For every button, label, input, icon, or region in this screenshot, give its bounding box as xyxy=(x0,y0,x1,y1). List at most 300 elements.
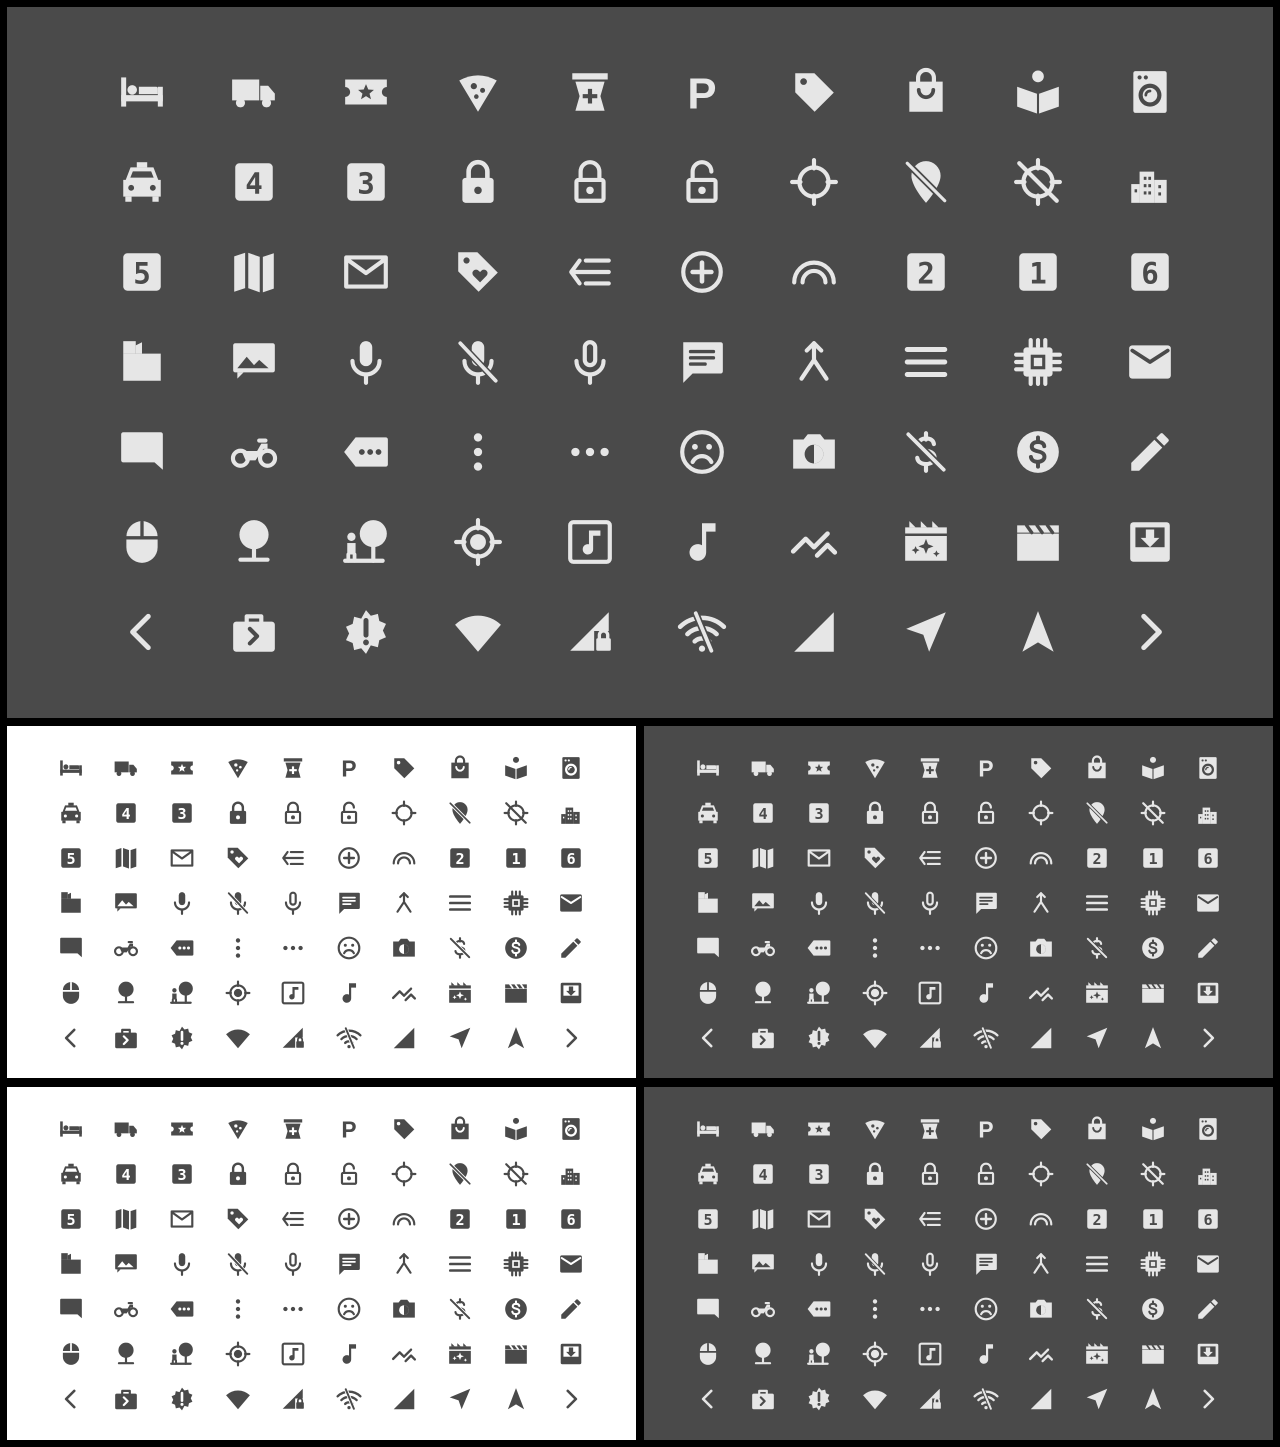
icon-cell xyxy=(154,1196,210,1241)
mic-off-icon xyxy=(862,1251,888,1277)
merge-icon xyxy=(391,890,417,916)
format-indent-icon xyxy=(917,1206,943,1232)
icon-cell xyxy=(488,1151,544,1196)
icon-cell xyxy=(791,1376,847,1421)
icon-cell xyxy=(791,1196,847,1241)
bed-icon xyxy=(117,67,167,117)
shopping-bag-icon xyxy=(1084,1116,1110,1142)
tag-icon xyxy=(789,67,839,117)
icon-cell xyxy=(43,745,99,790)
truck-icon xyxy=(113,755,139,781)
money-off-icon xyxy=(447,1296,473,1322)
reading-icon xyxy=(503,1116,529,1142)
icon-cell xyxy=(543,1106,599,1151)
icon-cell xyxy=(543,1376,599,1421)
add-circle-icon xyxy=(336,1206,362,1232)
format-indent-icon xyxy=(917,845,943,871)
icon-cell xyxy=(1069,880,1125,925)
icon-cell xyxy=(210,970,266,1015)
icon-cell xyxy=(422,407,534,497)
icon-cell xyxy=(99,1331,155,1376)
icon-cell xyxy=(791,1331,847,1376)
lock-open-icon xyxy=(917,1161,943,1187)
number-6-icon xyxy=(1125,247,1175,297)
icon-cell xyxy=(210,1286,266,1331)
bed-icon xyxy=(695,755,721,781)
pizza-icon xyxy=(862,755,888,781)
chevron-left-icon xyxy=(695,1386,721,1412)
icon-cell xyxy=(680,1241,736,1286)
icon-cell xyxy=(321,1376,377,1421)
icon-cell xyxy=(265,880,321,925)
icon-cell xyxy=(680,1286,736,1331)
icon-cell xyxy=(310,227,422,317)
icon-cell xyxy=(321,1015,377,1060)
icon-cell xyxy=(1125,1286,1181,1331)
icon-cell xyxy=(902,970,958,1015)
number-3-glyph: 3 xyxy=(357,166,375,201)
icon-cell xyxy=(1094,137,1206,227)
icon-cell xyxy=(758,227,870,317)
icon-cell xyxy=(902,1376,958,1421)
chevron-right-icon xyxy=(558,1025,584,1051)
icon-cell xyxy=(265,835,321,880)
music-note-icon xyxy=(973,1341,999,1367)
arc-icon xyxy=(789,247,839,297)
icon-cell xyxy=(43,925,99,970)
truck-icon xyxy=(750,1116,776,1142)
ticket-star-icon xyxy=(806,755,832,781)
wifi-icon xyxy=(225,1025,251,1051)
icon-cell xyxy=(534,137,646,227)
icon-cell xyxy=(154,880,210,925)
mail-outline-icon xyxy=(806,845,832,871)
mouse-icon xyxy=(695,1341,721,1367)
music-box-icon xyxy=(565,517,615,567)
mic-icon xyxy=(341,337,391,387)
icon-cell xyxy=(198,317,310,407)
icon-cell xyxy=(422,587,534,677)
inbox-download-icon xyxy=(1195,1341,1221,1367)
inbox-download-icon xyxy=(558,980,584,1006)
icon-cell xyxy=(758,497,870,587)
icon-cell xyxy=(1014,745,1070,790)
icon-cell xyxy=(1094,317,1206,407)
icon-cell xyxy=(43,1241,99,1286)
number-6-icon xyxy=(558,1206,584,1232)
flag-box-icon xyxy=(117,337,167,387)
merge-icon xyxy=(1028,1251,1054,1277)
icon-cell xyxy=(86,317,198,407)
icon-cell xyxy=(870,47,982,137)
pharmacy-icon xyxy=(917,1116,943,1142)
lock-icon xyxy=(225,800,251,826)
city-icon xyxy=(1125,157,1175,207)
chat-bubble-icon xyxy=(58,935,84,961)
chevron-right-icon xyxy=(558,1386,584,1412)
icon-cell xyxy=(1125,1106,1181,1151)
icon-cell xyxy=(99,1151,155,1196)
icon-cell xyxy=(736,790,792,835)
wifi-icon xyxy=(453,607,503,657)
my-location-icon xyxy=(225,980,251,1006)
taxi-icon xyxy=(58,800,84,826)
icon-cell xyxy=(321,1151,377,1196)
pizza-icon xyxy=(225,1116,251,1142)
mail-icon xyxy=(1125,337,1175,387)
more-vert-icon xyxy=(225,935,251,961)
number-6-icon xyxy=(1195,845,1221,871)
icon-cell xyxy=(758,407,870,497)
message-icon xyxy=(336,1251,362,1277)
icon-cell xyxy=(958,880,1014,925)
icon-cell xyxy=(321,925,377,970)
city-icon xyxy=(1195,1161,1221,1187)
gps-off-icon xyxy=(1140,1161,1166,1187)
icon-cell xyxy=(377,1331,433,1376)
icon-cell xyxy=(736,925,792,970)
icon-cell xyxy=(758,137,870,227)
icon-grid xyxy=(680,745,1236,1060)
parking-glyph: P xyxy=(687,69,717,119)
number-5-glyph: 5 xyxy=(703,849,713,868)
message-icon xyxy=(336,890,362,916)
number-2-glyph: 2 xyxy=(1092,849,1102,868)
icon-cell xyxy=(958,745,1014,790)
icon-cell xyxy=(154,1376,210,1421)
ticket-star-icon xyxy=(806,1116,832,1142)
icon-cell xyxy=(99,1241,155,1286)
label-more-icon xyxy=(806,1296,832,1322)
wifi-off-icon xyxy=(336,1025,362,1051)
icon-cell xyxy=(154,790,210,835)
arc-icon xyxy=(391,1206,417,1232)
number-5-icon xyxy=(58,1206,84,1232)
icon-cell xyxy=(43,1376,99,1421)
navigation-icon xyxy=(1084,1386,1110,1412)
icon-cell xyxy=(377,835,433,880)
tree-icon xyxy=(750,980,776,1006)
memory-chip-icon xyxy=(503,890,529,916)
format-indent-icon xyxy=(565,247,615,297)
icon-cell xyxy=(321,790,377,835)
icon-cell xyxy=(1094,47,1206,137)
icon-cell xyxy=(377,1286,433,1331)
pizza-icon xyxy=(453,67,503,117)
icon-cell xyxy=(791,880,847,925)
image-icon xyxy=(229,337,279,387)
icon-cell xyxy=(310,137,422,227)
crosshair-icon xyxy=(391,800,417,826)
nature-people-icon xyxy=(169,980,195,1006)
menu-icon xyxy=(447,890,473,916)
icon-cell xyxy=(958,1196,1014,1241)
more-horiz-icon xyxy=(565,427,615,477)
icon-cell xyxy=(736,745,792,790)
lock-icon xyxy=(225,1161,251,1187)
icon-sheet-light-top xyxy=(7,726,636,1078)
icon-cell xyxy=(99,880,155,925)
icon-cell xyxy=(86,497,198,587)
icon-cell xyxy=(982,407,1094,497)
icon-cell xyxy=(902,1286,958,1331)
icon-cell xyxy=(902,1331,958,1376)
icon-cell xyxy=(43,970,99,1015)
icon-cell xyxy=(982,227,1094,317)
shopping-bag-icon xyxy=(447,755,473,781)
motorcycle-icon xyxy=(229,427,279,477)
icon-cell xyxy=(377,745,433,790)
music-note-icon xyxy=(677,517,727,567)
icon-cell xyxy=(958,1151,1014,1196)
tag-icon xyxy=(391,1116,417,1142)
icon-cell xyxy=(43,1196,99,1241)
icon-cell xyxy=(488,835,544,880)
icon-cell xyxy=(847,1331,903,1376)
number-2-icon xyxy=(447,845,473,871)
money-off-icon xyxy=(901,427,951,477)
icon-cell xyxy=(543,1196,599,1241)
motorcycle-icon xyxy=(750,935,776,961)
menu-icon xyxy=(901,337,951,387)
icon-cell xyxy=(1014,1015,1070,1060)
icon-cell xyxy=(210,1196,266,1241)
icon-cell xyxy=(265,1376,321,1421)
icon-cell xyxy=(1125,1151,1181,1196)
icon-cell xyxy=(377,1106,433,1151)
gps-off-icon xyxy=(1140,800,1166,826)
icon-cell xyxy=(154,970,210,1015)
icon-cell xyxy=(265,1015,321,1060)
more-horiz-icon xyxy=(280,1296,306,1322)
icon-cell xyxy=(488,1015,544,1060)
number-3-icon xyxy=(169,800,195,826)
music-note-icon xyxy=(336,1341,362,1367)
arc-icon xyxy=(1028,845,1054,871)
icon-cell xyxy=(210,925,266,970)
mic-outline-icon xyxy=(280,890,306,916)
icon-cell xyxy=(1180,835,1236,880)
inbox-download-icon xyxy=(1195,980,1221,1006)
icon-cell xyxy=(736,1331,792,1376)
icon-sheet-light-bottom xyxy=(7,1087,636,1440)
tree-icon xyxy=(113,1341,139,1367)
icon-cell xyxy=(321,1106,377,1151)
parking-icon xyxy=(677,67,727,117)
format-indent-icon xyxy=(280,1206,306,1232)
icon-cell xyxy=(1014,880,1070,925)
movie-creation-icon xyxy=(1084,980,1110,1006)
my-location-icon xyxy=(453,517,503,567)
movie-creation-icon xyxy=(1084,1341,1110,1367)
icon-cell xyxy=(310,407,422,497)
icon-grid xyxy=(86,47,1206,677)
icon-cell xyxy=(534,47,646,137)
movie-icon xyxy=(1140,1341,1166,1367)
camera-flip-icon xyxy=(1028,1296,1054,1322)
pencil-icon xyxy=(1195,1296,1221,1322)
icon-cell xyxy=(377,925,433,970)
flag-box-icon xyxy=(58,1251,84,1277)
icon-cell xyxy=(736,1376,792,1421)
crosshair-icon xyxy=(789,157,839,207)
icon-cell xyxy=(534,317,646,407)
mic-icon xyxy=(806,1251,832,1277)
icon-cell xyxy=(210,1151,266,1196)
inbox-download-icon xyxy=(1125,517,1175,567)
icon-cell xyxy=(958,1241,1014,1286)
parking-icon xyxy=(973,1116,999,1142)
arc-icon xyxy=(391,845,417,871)
number-2-glyph: 2 xyxy=(455,1210,465,1229)
icon-cell xyxy=(99,1015,155,1060)
new-badge-icon xyxy=(341,607,391,657)
merge-icon xyxy=(1028,890,1054,916)
crosshair-icon xyxy=(1028,800,1054,826)
pharmacy-icon xyxy=(917,755,943,781)
wifi-icon xyxy=(225,1386,251,1412)
icon-cell xyxy=(1180,1151,1236,1196)
icon-cell xyxy=(1125,880,1181,925)
crosshair-icon xyxy=(391,1161,417,1187)
more-horiz-icon xyxy=(917,935,943,961)
icon-cell xyxy=(488,1286,544,1331)
work-arrow-icon xyxy=(750,1025,776,1051)
icon-cell xyxy=(210,1331,266,1376)
number-4-icon xyxy=(229,157,279,207)
movie-icon xyxy=(1013,517,1063,567)
icon-cell xyxy=(758,47,870,137)
pizza-icon xyxy=(862,1116,888,1142)
icon-cell xyxy=(265,1286,321,1331)
icon-cell xyxy=(847,1241,903,1286)
add-circle-icon xyxy=(973,845,999,871)
my-location-icon xyxy=(225,1341,251,1367)
icon-cell xyxy=(646,407,758,497)
icon-cell xyxy=(154,1015,210,1060)
signal-lock-icon xyxy=(917,1025,943,1051)
parking-icon xyxy=(336,1116,362,1142)
motorcycle-icon xyxy=(113,1296,139,1322)
icon-cell xyxy=(958,970,1014,1015)
ticket-star-icon xyxy=(169,1116,195,1142)
number-5-glyph: 5 xyxy=(703,1210,713,1229)
number-6-glyph: 6 xyxy=(566,1210,576,1229)
mail-outline-icon xyxy=(169,1206,195,1232)
image-icon xyxy=(750,890,776,916)
number-5-glyph: 5 xyxy=(66,849,76,868)
icon-cell xyxy=(982,137,1094,227)
lock-open-icon xyxy=(565,157,615,207)
icon-cell xyxy=(758,317,870,407)
icon-cell xyxy=(43,1015,99,1060)
movie-creation-icon xyxy=(447,980,473,1006)
number-6-glyph: 6 xyxy=(1141,256,1159,291)
signal-icon xyxy=(391,1386,417,1412)
icon-sheet-large xyxy=(7,7,1273,718)
trending-icon xyxy=(1028,1341,1054,1367)
icon-cell xyxy=(432,880,488,925)
icon-cell xyxy=(958,1331,1014,1376)
shopping-bag-icon xyxy=(901,67,951,117)
number-1-glyph: 1 xyxy=(510,849,521,868)
mic-icon xyxy=(169,890,195,916)
icon-cell xyxy=(432,1376,488,1421)
number-6-glyph: 6 xyxy=(1203,1210,1213,1229)
number-4-icon xyxy=(750,800,776,826)
parking-glyph: P xyxy=(341,1116,357,1143)
icon-cell xyxy=(870,407,982,497)
menu-icon xyxy=(1084,890,1110,916)
chat-bubble-icon xyxy=(695,935,721,961)
icon-cell xyxy=(902,1196,958,1241)
icon-cell xyxy=(1069,745,1125,790)
icon-sheet-dark-top xyxy=(644,726,1273,1078)
bed-icon xyxy=(695,1116,721,1142)
icon-cell xyxy=(1094,497,1206,587)
icon-cell xyxy=(1180,1286,1236,1331)
icon-cell xyxy=(210,1015,266,1060)
icon-cell xyxy=(1180,1015,1236,1060)
icon-cell xyxy=(210,790,266,835)
arc-icon xyxy=(1028,1206,1054,1232)
icon-cell xyxy=(902,1106,958,1151)
mouse-icon xyxy=(695,980,721,1006)
sad-face-icon xyxy=(677,427,727,477)
number-3-glyph: 3 xyxy=(814,1165,824,1184)
icon-cell xyxy=(736,880,792,925)
number-3-glyph: 3 xyxy=(177,804,187,823)
work-arrow-icon xyxy=(229,607,279,657)
washer-icon xyxy=(558,1116,584,1142)
mouse-icon xyxy=(58,1341,84,1367)
icon-cell xyxy=(736,1106,792,1151)
tag-heart-icon xyxy=(225,1206,251,1232)
number-6-icon xyxy=(558,845,584,871)
image-icon xyxy=(750,1251,776,1277)
signal-icon xyxy=(789,607,839,657)
pharmacy-icon xyxy=(280,755,306,781)
mail-icon xyxy=(558,1251,584,1277)
mic-outline-icon xyxy=(917,890,943,916)
icon-cell xyxy=(680,970,736,1015)
mail-outline-icon xyxy=(169,845,195,871)
mic-off-icon xyxy=(225,890,251,916)
trending-icon xyxy=(789,517,839,567)
truck-icon xyxy=(750,755,776,781)
washer-icon xyxy=(558,755,584,781)
map-icon xyxy=(113,1206,139,1232)
icon-cell xyxy=(488,925,544,970)
icon-cell xyxy=(154,925,210,970)
icon-cell xyxy=(265,1151,321,1196)
icon-cell xyxy=(958,1286,1014,1331)
wifi-icon xyxy=(862,1025,888,1051)
icon-cell xyxy=(1125,1015,1181,1060)
icon-cell xyxy=(99,835,155,880)
icon-cell xyxy=(534,227,646,317)
icon-cell xyxy=(646,227,758,317)
chevron-left-icon xyxy=(117,607,167,657)
location-off-icon xyxy=(447,800,473,826)
icon-cell xyxy=(432,1196,488,1241)
icon-cell xyxy=(432,1286,488,1331)
mic-off-icon xyxy=(862,890,888,916)
icon-cell xyxy=(1069,790,1125,835)
icon-cell xyxy=(310,317,422,407)
pencil-icon xyxy=(1125,427,1175,477)
work-arrow-icon xyxy=(750,1386,776,1412)
